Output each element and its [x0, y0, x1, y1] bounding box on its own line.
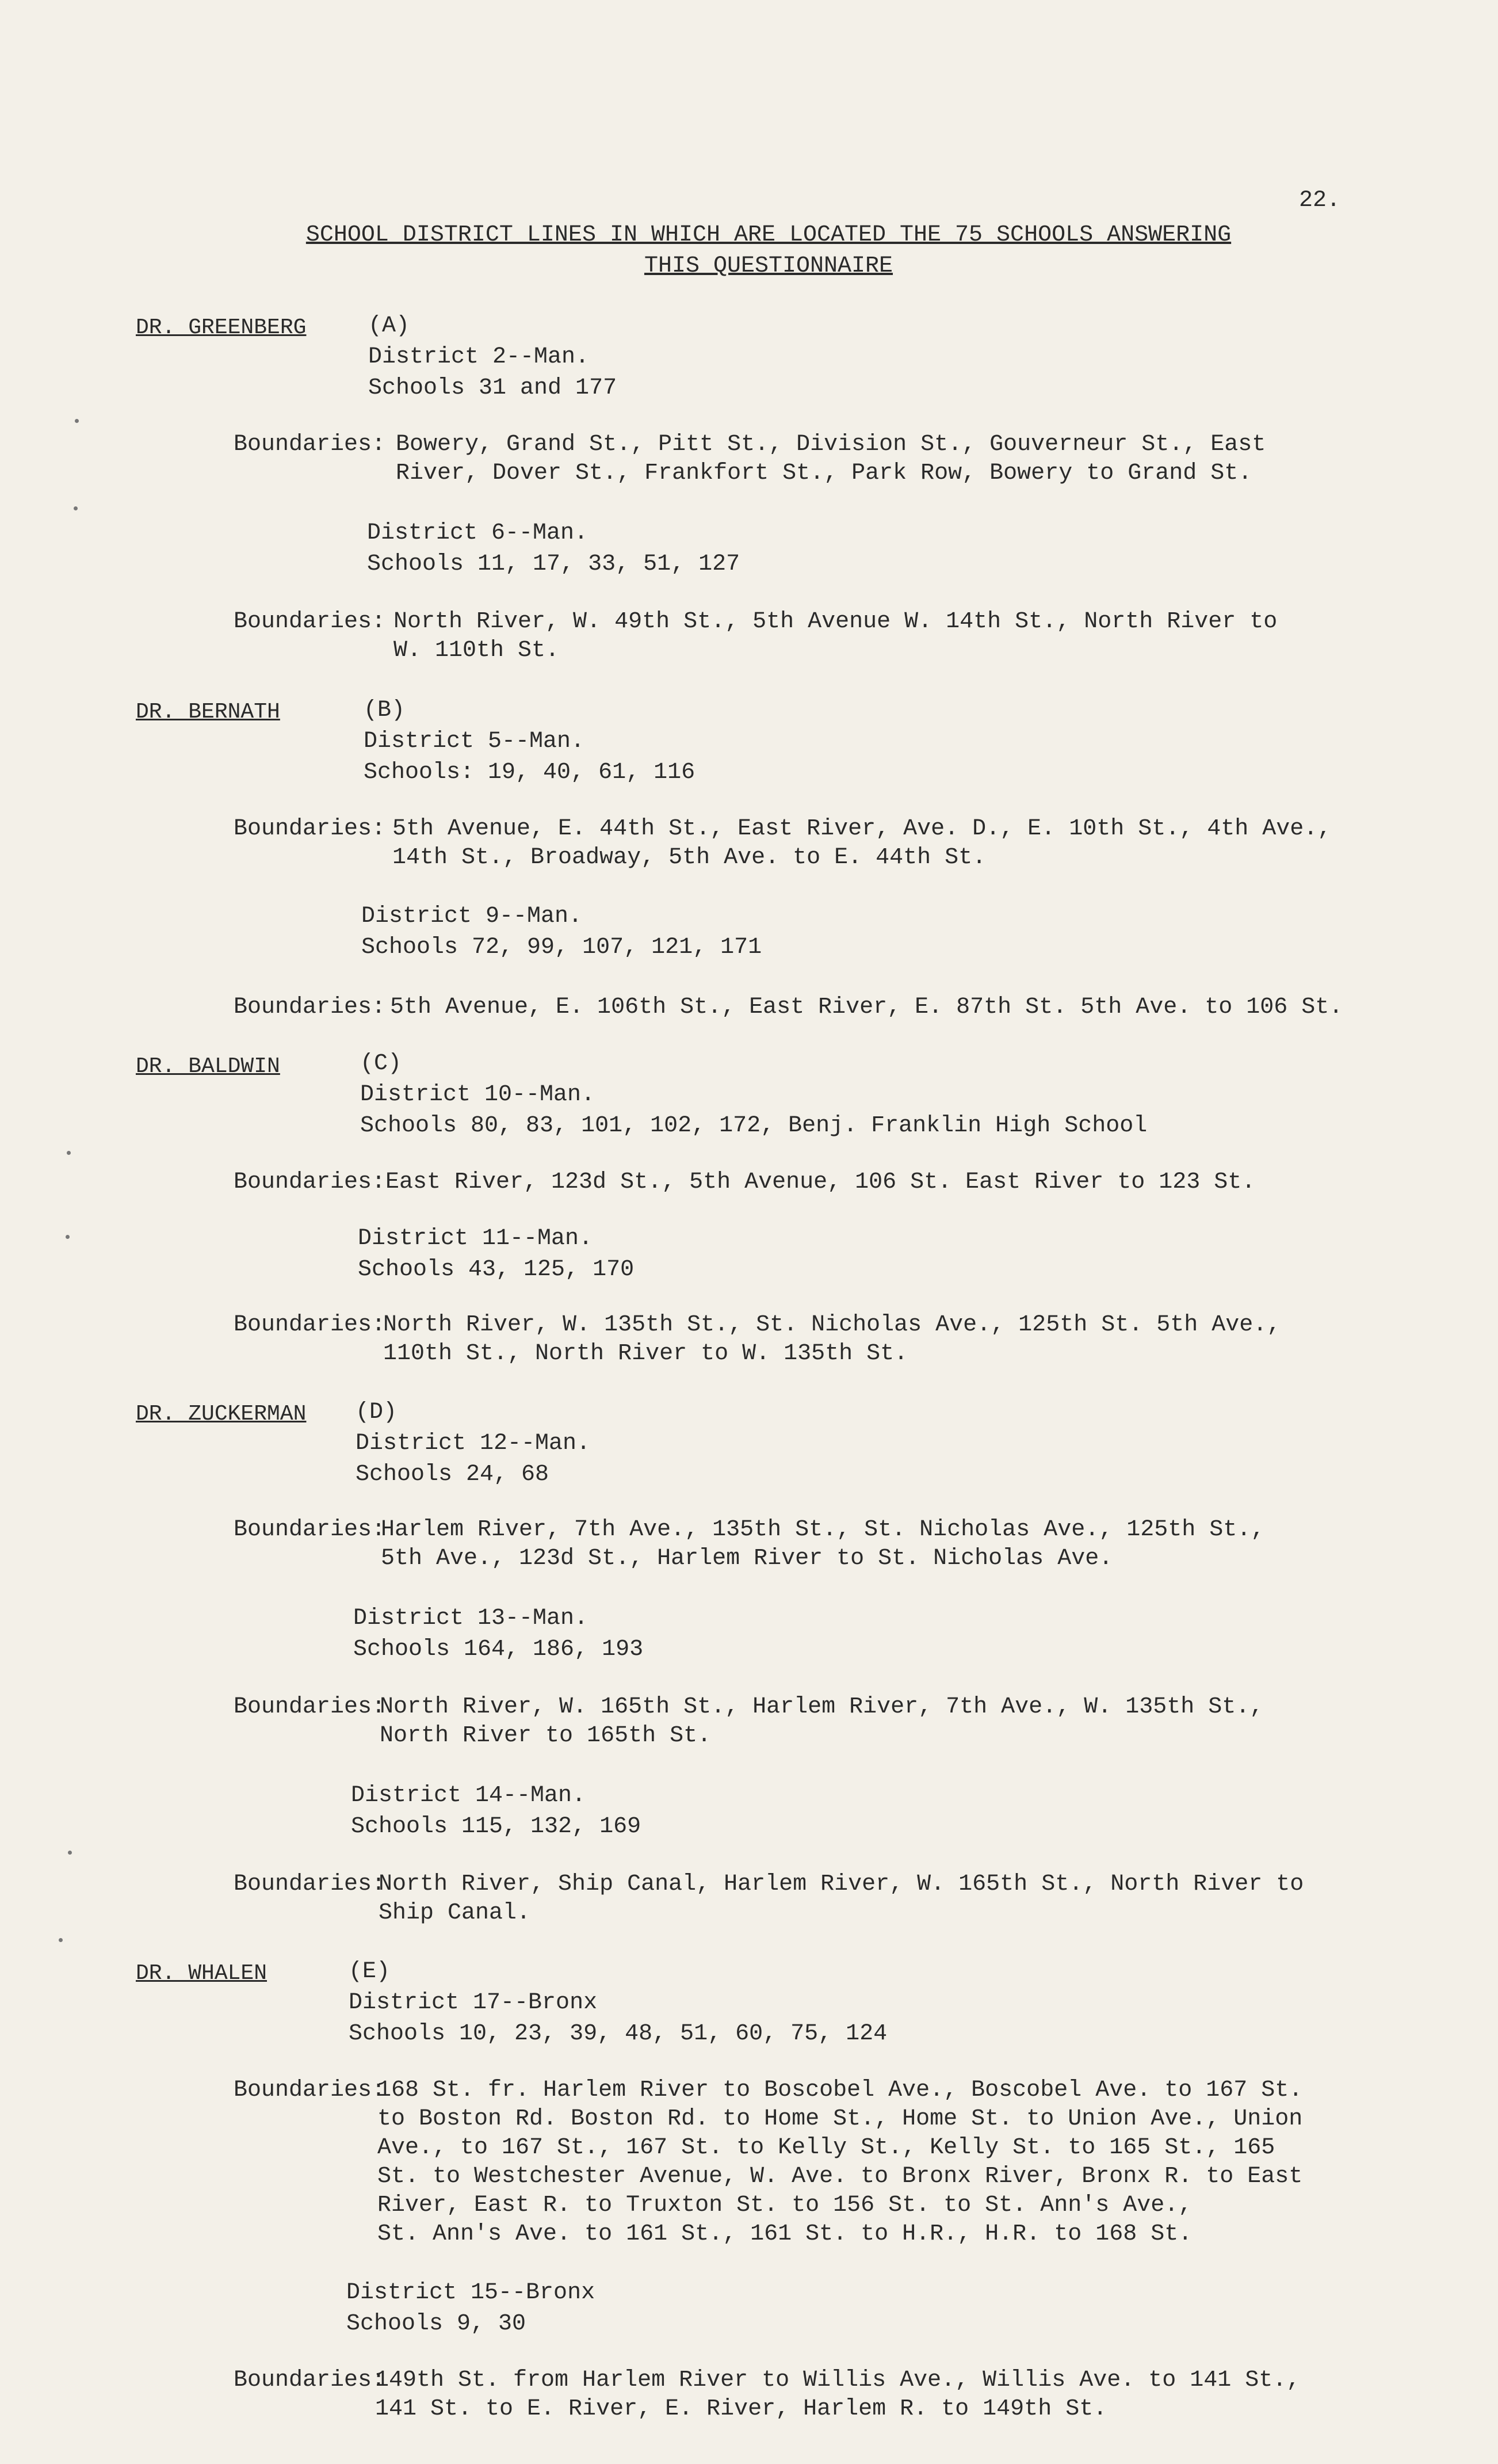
boundaries-label: Boundaries:	[233, 994, 385, 1020]
district-name: District 5--Man.	[364, 728, 585, 754]
boundary-line: 14th St., Broadway, 5th Ave. to E. 44th St.	[392, 845, 987, 871]
boundary-line: Harlem River, 7th Ave., 135th St., St. Nicholas Ave., 125th St.,	[381, 1517, 1265, 1543]
boundaries-label: Boundaries:	[233, 432, 385, 457]
boundaries-label: Boundaries:	[233, 1169, 385, 1195]
schools-list: Schools 9, 30	[346, 2311, 526, 2337]
section-letter: (A)	[368, 313, 410, 339]
district-block	[364, 695, 695, 788]
boundaries-text	[381, 1516, 1264, 1573]
boundaries-label: Boundaries:	[233, 1517, 385, 1543]
schools-list: Schools 31 and 177	[368, 375, 617, 401]
district-name: District 12--Man.	[356, 1431, 591, 1456]
schools-list: Schools 115, 132, 169	[351, 1814, 641, 1840]
doctor-name: DR. BERNATH	[136, 700, 280, 724]
boundary-line: Ship Canal.	[379, 1900, 531, 1926]
boundary-line: River, Dover St., Frankfort St., Park Row, Bowery to Grand St.	[396, 460, 1252, 486]
district-block	[351, 1780, 641, 1843]
boundaries-label: Boundaries:	[233, 2077, 385, 2103]
boundaries-label: Boundaries:	[233, 1312, 385, 1338]
boundaries-label: Boundaries:	[233, 609, 385, 635]
boundary-line: 149th St. from Harlem River to Willis Ave., Willis Ave. to 141 St.,	[375, 2367, 1301, 2393]
district-name: District 9--Man.	[361, 903, 583, 929]
boundaries-label: Boundaries:	[233, 1871, 385, 1897]
boundary-line: North River, W. 49th St., 5th Avenue W. 14th St., North River to	[393, 609, 1278, 635]
page-speck	[74, 506, 78, 510]
district-block	[358, 1223, 634, 1286]
district-name: District 13--Man.	[353, 1605, 588, 1631]
district-name: District 14--Man.	[351, 1783, 586, 1809]
boundary-line: 168 St. fr. Harlem River to Boscobel Ave., Boscobel Ave. to 167 St.	[377, 2077, 1303, 2103]
page-speck	[67, 1151, 71, 1155]
boundary-line: to Boston Rd. Boston Rd. to Home St., Home St. to Union Ave., Union	[377, 2106, 1303, 2132]
page-number: 22.	[1299, 188, 1341, 213]
district-name: District 17--Bronx	[349, 1990, 598, 2016]
title-line-2: THIS QUESTIONNAIRE	[644, 253, 893, 279]
boundaries-label: Boundaries:	[233, 816, 385, 842]
boundaries-label: Boundaries:	[233, 2367, 385, 2393]
page-speck	[59, 1938, 63, 1942]
district-block	[361, 901, 762, 963]
district-block	[349, 1956, 887, 2050]
page-speck	[75, 419, 79, 423]
boundaries-text	[390, 993, 1343, 1022]
schools-list: Schools 164, 186, 193	[353, 1637, 644, 1662]
boundary-line: North River, W. 135th St., St. Nicholas Ave., 125th St. 5th Ave.,	[383, 1312, 1281, 1338]
section-letter: (D)	[356, 1399, 398, 1425]
title-line-1: SCHOOL DISTRICT LINES IN WHICH ARE LOCATED THE 75 SCHOOLS ANSWERING	[305, 222, 1232, 248]
district-block	[346, 2278, 595, 2340]
boundaries-text	[392, 815, 1331, 872]
boundary-line: 5th Avenue, E. 44th St., East River, Ave. D., E. 10th St., 4th Ave.,	[392, 816, 1332, 842]
district-block	[356, 1397, 590, 1490]
boundaries-text	[379, 1870, 1304, 1928]
district-block	[353, 1603, 643, 1665]
boundary-line: St. to Westchester Avenue, W. Ave. to Bronx River, Bronx R. to East	[377, 2164, 1303, 2190]
schools-list: Schools 11, 17, 33, 51, 127	[367, 551, 740, 577]
district-name: District 2--Man.	[368, 344, 590, 370]
boundary-line: 110th St., North River to W. 135th St.	[383, 1341, 908, 1367]
boundaries-text	[396, 430, 1266, 488]
boundary-line: 5th Avenue, E. 106th St., East River, E. 87th St. 5th Ave. to 106 St.	[390, 994, 1343, 1020]
boundary-line: East River, 123d St., 5th Avenue, 106 St. East River to 123 St.	[385, 1169, 1256, 1195]
boundaries-text	[393, 608, 1277, 665]
boundary-line: River, East R. to Truxton St. to 156 St. to St. Ann's Ave.,	[377, 2192, 1193, 2218]
boundaries-text	[375, 2366, 1300, 2424]
page-speck	[68, 1851, 72, 1855]
schools-list: Schools 24, 68	[356, 1462, 549, 1487]
doctor-name: DR. WHALEN	[136, 1961, 268, 1986]
section-letter: (C)	[360, 1051, 402, 1077]
district-block	[360, 1048, 1147, 1142]
boundary-line: W. 110th St.	[393, 638, 560, 663]
schools-list: Schools: 19, 40, 61, 116	[364, 760, 696, 785]
doctor-name: DR. BALDWIN	[136, 1054, 280, 1079]
boundary-line: North River, Ship Canal, Harlem River, W. 165th St., North River to	[379, 1871, 1304, 1897]
boundary-line: Bowery, Grand St., Pitt St., Division St., Gouverneur St., East	[396, 432, 1266, 457]
boundaries-label: Boundaries:	[233, 1694, 385, 1720]
page-speck	[66, 1235, 70, 1239]
boundary-line: North River to 165th St.	[380, 1723, 712, 1749]
boundary-line: St. Ann's Ave. to 161 St., 161 St. to H.R., H.R. to 168 St.	[377, 2221, 1193, 2247]
district-name: District 10--Man.	[360, 1082, 595, 1108]
boundaries-text	[385, 1168, 1255, 1197]
schools-list: Schools 43, 125, 170	[358, 1257, 635, 1283]
document-title	[268, 220, 1269, 282]
district-name: District 15--Bronx	[346, 2280, 595, 2306]
district-name: District 11--Man.	[358, 1226, 593, 1252]
boundaries-text	[380, 1693, 1263, 1750]
boundary-line: 141 St. to E. River, E. River, Harlem R. to 149th St.	[375, 2396, 1107, 2422]
section-letter: (E)	[349, 1959, 391, 1985]
boundary-line: Ave., to 167 St., 167 St. to Kelly St., Kelly St. to 165 St., 165	[377, 2135, 1275, 2161]
district-name: District 6--Man.	[367, 520, 588, 546]
boundaries-text	[383, 1311, 1281, 1368]
district-block	[367, 518, 740, 580]
doctor-name: DR. ZUCKERMAN	[136, 1402, 307, 1426]
schools-list: Schools 80, 83, 101, 102, 172, Benj. Franklin High School	[360, 1113, 1148, 1139]
section-letter: (B)	[364, 697, 406, 723]
boundary-line: 5th Ave., 123d St., Harlem River to St. Nicholas Ave.	[381, 1546, 1113, 1572]
schools-list: Schools 72, 99, 107, 121, 171	[361, 935, 762, 960]
schools-list: Schools 10, 23, 39, 48, 51, 60, 75, 124	[349, 2021, 888, 2047]
doctor-name: DR. GREENBERG	[136, 315, 307, 340]
boundaries-text	[377, 2076, 1302, 2249]
district-block	[368, 311, 617, 404]
boundary-line: North River, W. 165th St., Harlem River, 7th Ave., W. 135th St.,	[380, 1694, 1264, 1720]
